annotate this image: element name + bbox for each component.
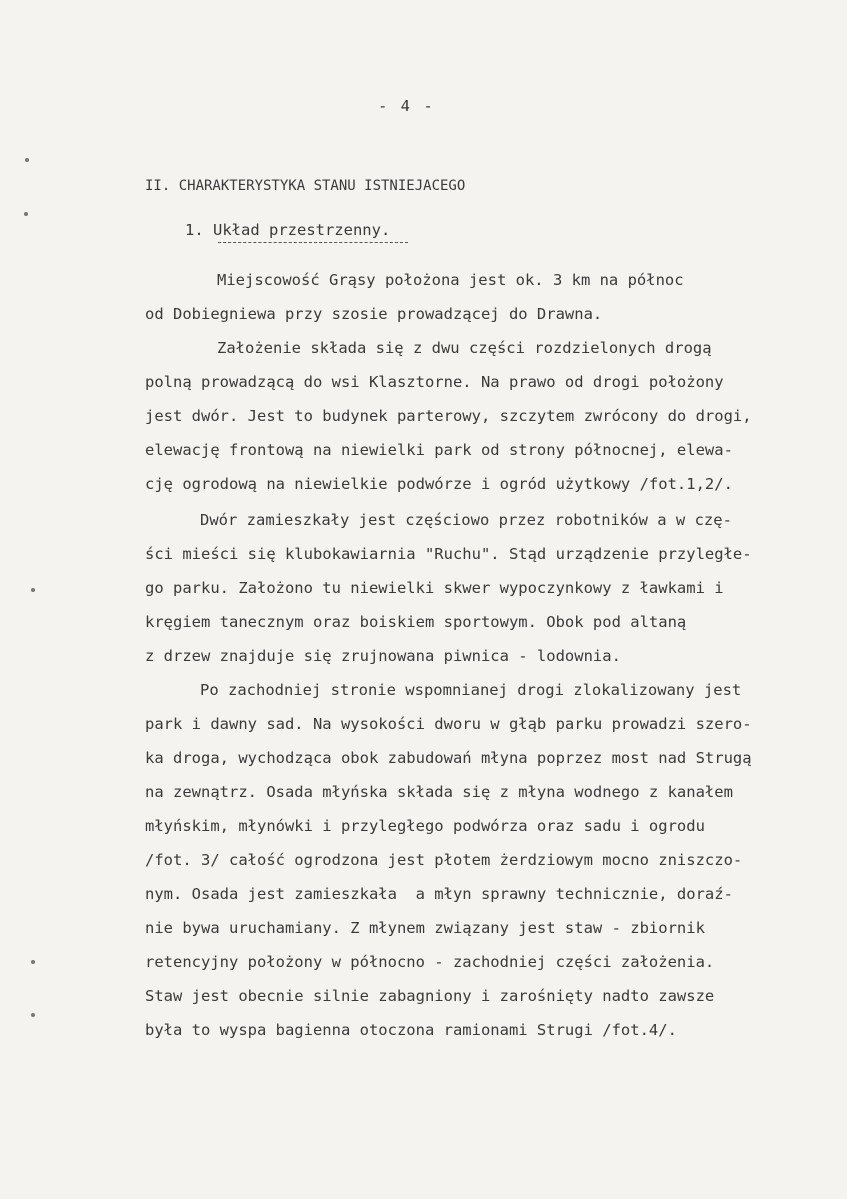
body-line: ka droga, wychodząca obok zabudowań młyna poprzez most nad Strugą (145, 749, 752, 767)
body-line: Po zachodniej stronie wspomnianej drogi zlokalizowany jest (200, 681, 742, 699)
body-line: nym. Osada jest zamieszkała a młyn sprawny technicznie, doraź- (145, 885, 733, 903)
body-line: cję ogrodową na niewielkie podwórze i ogród użytkowy /fot.1,2/. (145, 475, 733, 493)
body-line: od Dobiegniewa przy szosie prowadzącej do Drawna. (145, 305, 603, 323)
punch-mark (31, 960, 35, 964)
body-line: była to wyspa bagienna otoczona ramionami Strugi /fot.4/. (145, 1021, 677, 1039)
body-line: kręgiem tanecznym oraz boiskiem sportowym. Obok pod altaną (145, 613, 687, 631)
body-line: Miejscowość Grąsy położona jest ok. 3 km na północ (217, 271, 684, 289)
body-line: z drzew znajduje się zrujnowana piwnica - lodownia. (145, 647, 621, 665)
subheading-underline (218, 242, 408, 243)
body-line: Założenie składa się z dwu części rozdzielonych drogą (217, 339, 712, 357)
page-number: - 4 - (378, 97, 435, 115)
section-heading: II. CHARAKTERYSTYKA STANU ISTNIEJACEGO (145, 178, 466, 194)
body-line: na zewnątrz. Osada młyńska składa się z młyna wodnego z kanałem (145, 783, 733, 801)
subheading: 1. Układ przestrzenny. (185, 221, 391, 239)
body-line: Staw jest obecnie silnie zabagniony i zarośnięty nadto zawsze (145, 987, 715, 1005)
punch-mark (25, 158, 29, 162)
body-line: retencyjny położony w północno - zachodniej części założenia. (145, 953, 715, 971)
body-line: polną prowadzącą do wsi Klasztorne. Na prawo od drogi położony (145, 373, 724, 391)
punch-mark (31, 1013, 35, 1017)
body-line: jest dwór. Jest to budynek parterowy, szczytem zwrócony do drogi, (145, 407, 752, 425)
body-line: nie bywa uruchamiany. Z młynem związany jest staw - zbiornik (145, 919, 705, 937)
body-line: /fot. 3/ całość ogrodzona jest płotem żerdziowym mocno zniszczo- (145, 851, 743, 869)
body-line: park i dawny sad. Na wysokości dworu w głąb parku prowadzi szero- (145, 715, 752, 733)
body-line: młyńskim, młynówki i przyległego podwórza oraz sadu i ogrodu (145, 817, 705, 835)
body-line: Dwór zamieszkały jest częściowo przez robotników a w czę- (200, 511, 732, 529)
body-line: go parku. Założono tu niewielki skwer wypoczynkowy z ławkami i (145, 579, 724, 597)
body-line: ści mieści się klubokawiarnia "Ruchu". Stąd urządzenie przyległe- (145, 545, 752, 563)
body-line: elewację frontową na niewielki park od strony północnej, elewa- (145, 441, 733, 459)
punch-mark (24, 212, 28, 216)
punch-mark (31, 588, 35, 592)
